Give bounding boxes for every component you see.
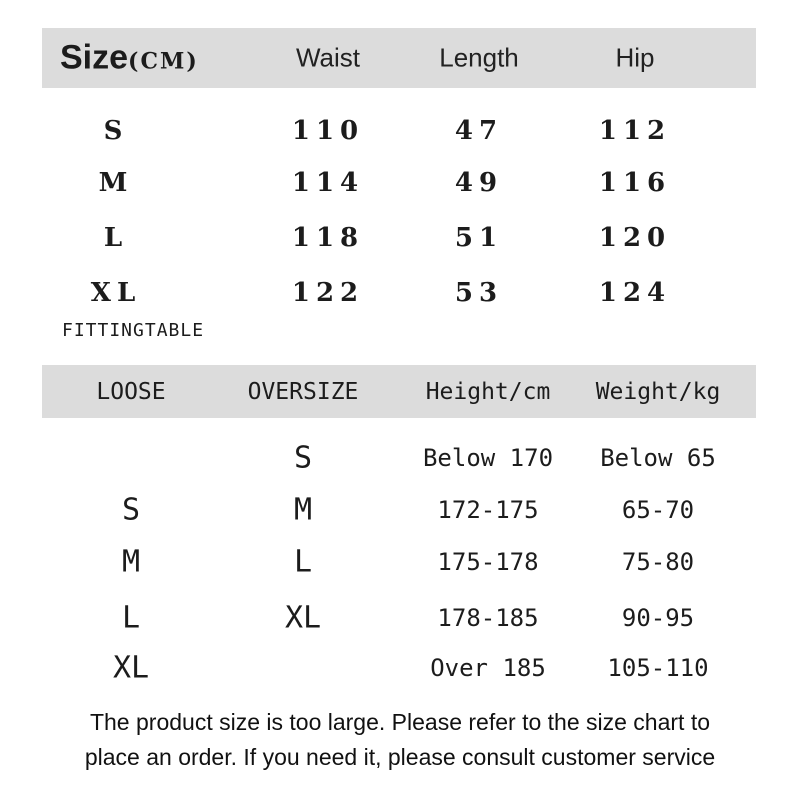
loose-size-cell: M [121,544,141,579]
size-table-title [60,39,199,78]
fitting-table-row [42,483,756,536]
col-header-height: Height/cm [425,378,551,405]
loose-size-cell: S [121,492,141,527]
col-header-hip: Hip [615,42,655,73]
weight-range-cell: 105-110 [607,653,709,682]
col-header-loose: LOOSE [96,378,166,405]
fitting-table-row [42,535,756,588]
oversize-size-cell: XL [284,600,322,635]
fitting-table-row [42,431,756,484]
height-range-cell: Below 170 [422,443,554,472]
height-range-cell: 172-175 [437,495,539,524]
size-table-header-bar [42,28,756,88]
loose-size-cell: XL [112,650,150,685]
weight-range-cell: 90-95 [621,603,695,632]
footer-note-line2: place an order. If you need it, please consult customer service [84,744,716,770]
size-unit-label: (CM) [128,48,199,75]
height-range-cell: 175-178 [437,547,539,576]
size-table-row [42,103,756,158]
fitting-table-row [42,591,756,644]
hip-cell: 112 [598,115,672,146]
loose-size-cell: L [121,600,141,635]
waist-cell: 118 [291,222,365,253]
size-title-label: Size [60,38,129,77]
fitting-table-row [42,641,756,694]
fitting-table-caption: FITTINGTABLE [62,320,205,341]
weight-range-cell: 65-70 [621,495,695,524]
size-cell: L [103,222,129,253]
hip-cell: 120 [598,222,672,253]
footer-note [0,705,800,775]
oversize-size-cell: L [293,544,313,579]
col-header-waist: Waist [295,42,361,73]
size-cell: S [103,115,129,146]
weight-range-cell: 75-80 [621,547,695,576]
length-cell: 49 [454,167,504,198]
hip-cell: 124 [598,277,672,308]
fitting-table-header-bar [42,365,756,418]
col-header-weight: Weight/kg [595,378,721,405]
size-cell: XL [90,277,142,308]
waist-cell: 114 [291,167,365,198]
height-range-cell: 178-185 [437,603,539,632]
waist-cell: 110 [291,115,365,146]
length-cell: 47 [454,115,504,146]
length-cell: 53 [454,277,504,308]
weight-range-cell: Below 65 [600,443,716,472]
length-cell: 51 [454,222,504,253]
size-cell: M [98,167,134,198]
height-range-cell: Over 185 [430,653,546,682]
oversize-size-cell: S [293,440,313,475]
col-header-length: Length [439,42,519,73]
size-table-row [42,265,756,320]
footer-note-line1: The product size is too large. Please refer to the size chart to [89,709,711,735]
hip-cell: 116 [598,167,672,198]
oversize-size-cell: M [293,492,313,527]
size-table-row [42,210,756,265]
size-table-row [42,155,756,210]
waist-cell: 122 [291,277,365,308]
col-header-oversize: OVERSIZE [247,378,359,405]
